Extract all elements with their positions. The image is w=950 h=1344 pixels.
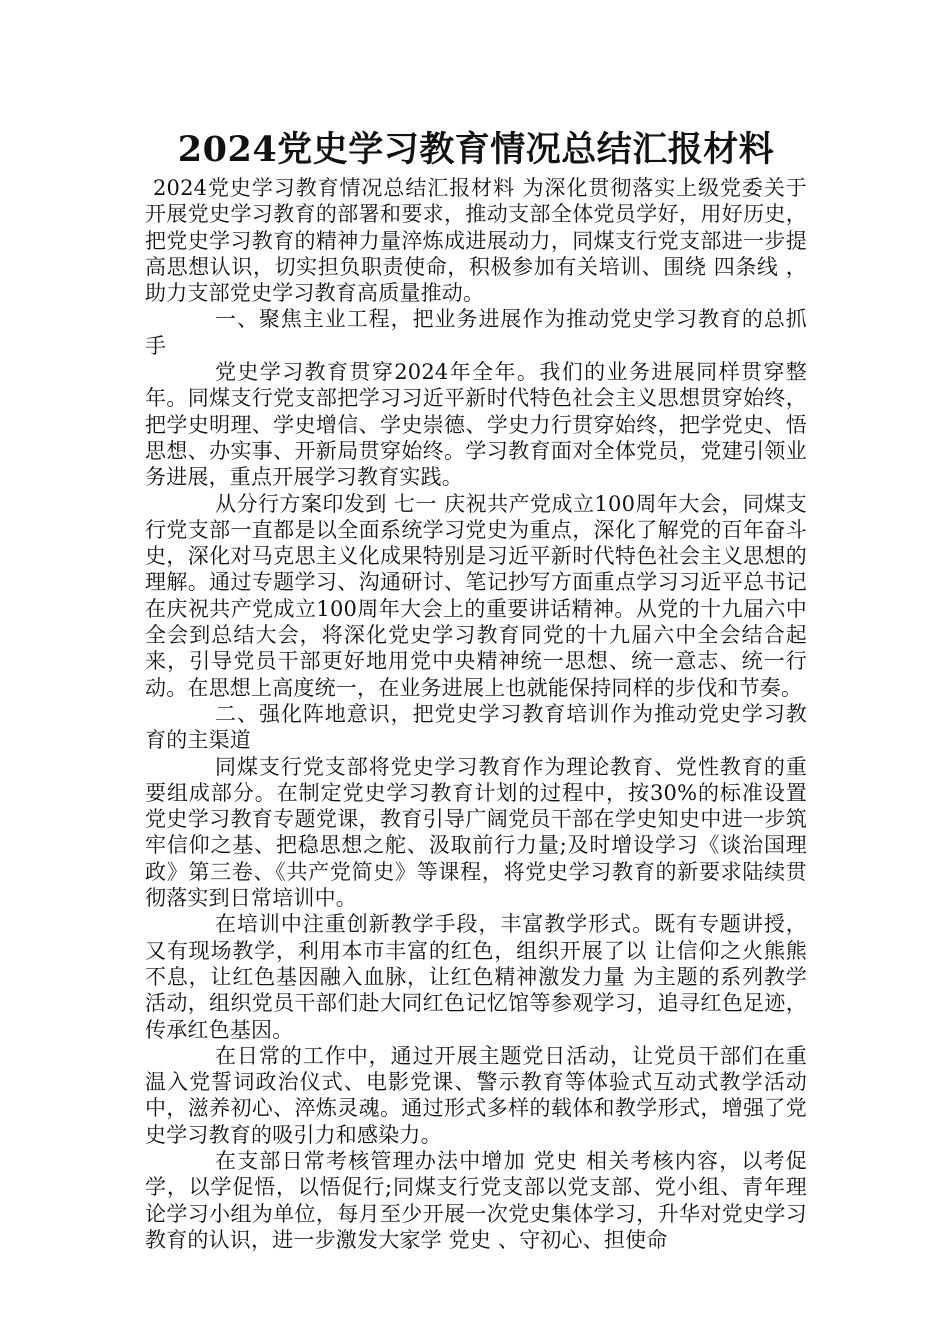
document-page bbox=[145, 127, 807, 1253]
body-paragraph: 在日常的工作中，通过开展主题党日活动，让党员干部们在重温入党誓词政治仪式、电影党课、警示教育等体验式互动式教学活动中，滋养初心、淬炼灵魂。通过形式多样的载体和教学形式，增强了党史学习教育的吸引力和感染力。 bbox=[145, 1043, 807, 1147]
section-heading-1: 一、聚焦主业工程，把业务进展作为推动党史学习教育的总抓手 bbox=[145, 307, 807, 358]
body-paragraph: 从分行方案印发到 七一 庆祝共产党成立100周年大会，同煤支行党支部一直都是以全面系统学习党史为重点，深化了解党的百年奋斗史，深化对马克思主义化成果特别是习近平新时代特色社会主义思想的理解。通过专题学习、沟通研讨、笔记抄写方面重点学习习近平总书记在庆祝共产党成立100周年大会上的重要讲话精神。从党的十九届六中全会到总结大会，将深化党史学习教育同党的十九届六中全会结合起来，引导党员干部更好地用党中央精神统一思想、统一意志、统一行动。在思想上高度统一，在业务进展上也就能保持同样的步伐和节奏。 bbox=[145, 491, 807, 700]
intro-paragraph: 2024党史学习教育情况总结汇报材料 为深化贯彻落实上级党委关于开展党史学习教育的部署和要求，推动支部全体党员学好，用好历史，把党史学习教育的精神力量淬炼成进展动力，同煤支行党支部进一步提高思想认识，切实担负职责使命，积极参加有关培训、围绕 四条线 ，助力支部党史学习教育高质量推动。 bbox=[145, 176, 807, 306]
body-paragraph: 党史学习教育贯穿2024年全年。我们的业务进展同样贯穿整年。同煤支行党支部把学习习近平新时代特色社会主义思想贯穿始终，把学史明理、学史增信、学史崇德、学史力行贯穿始终，把学党史、悟思想、办实事、开新局贯穿始终。学习教育面对全体党员，党建引领业务进展，重点开展学习教育实践。 bbox=[145, 360, 807, 490]
body-paragraph: 在支部日常考核管理办法中增加 党史 相关考核内容，以考促学，以学促悟，以悟促行;同煤支行党支部以党支部、党小组、青年理论学习小组为单位，每月至少开展一次党史集体学习，升华对党史学习教育的认识，进一步激发大家学 党史 、守初心、担使命 bbox=[145, 1148, 807, 1252]
body-paragraph: 在培训中注重创新教学手段，丰富教学形式。既有专题讲授，又有现场教学，利用本市丰富的红色，组织开展了以 让信仰之火熊熊不息，让红色基因融入血脉，让红色精神激发力量 为主题的系列教学活动，组织党员干部们赴大同红色记忆馆等参观学习，追寻红色足迹，传承红色基因。 bbox=[145, 912, 807, 1042]
section-heading-2: 二、强化阵地意识，把党史学习教育培训作为推动党史学习教育的主渠道 bbox=[145, 701, 807, 753]
document-title: 2024党史学习教育情况总结汇报材料 bbox=[177, 129, 775, 170]
body-paragraph: 同煤支行党支部将党史学习教育作为理论教育、党性教育的重要组成部分。在制定党史学习教育计划的过程中，按30%的标准设置党史学习教育专题党课，教育引导广阔党员干部在学史知史中进一步筑牢信仰之基、把稳思想之舵、汲取前行力量;及时增设学习《谈治国理政》第三卷、《共产党简史》等课程，将党史学习教育的新要求陆续贯彻落实到日常培训中。 bbox=[145, 754, 807, 911]
